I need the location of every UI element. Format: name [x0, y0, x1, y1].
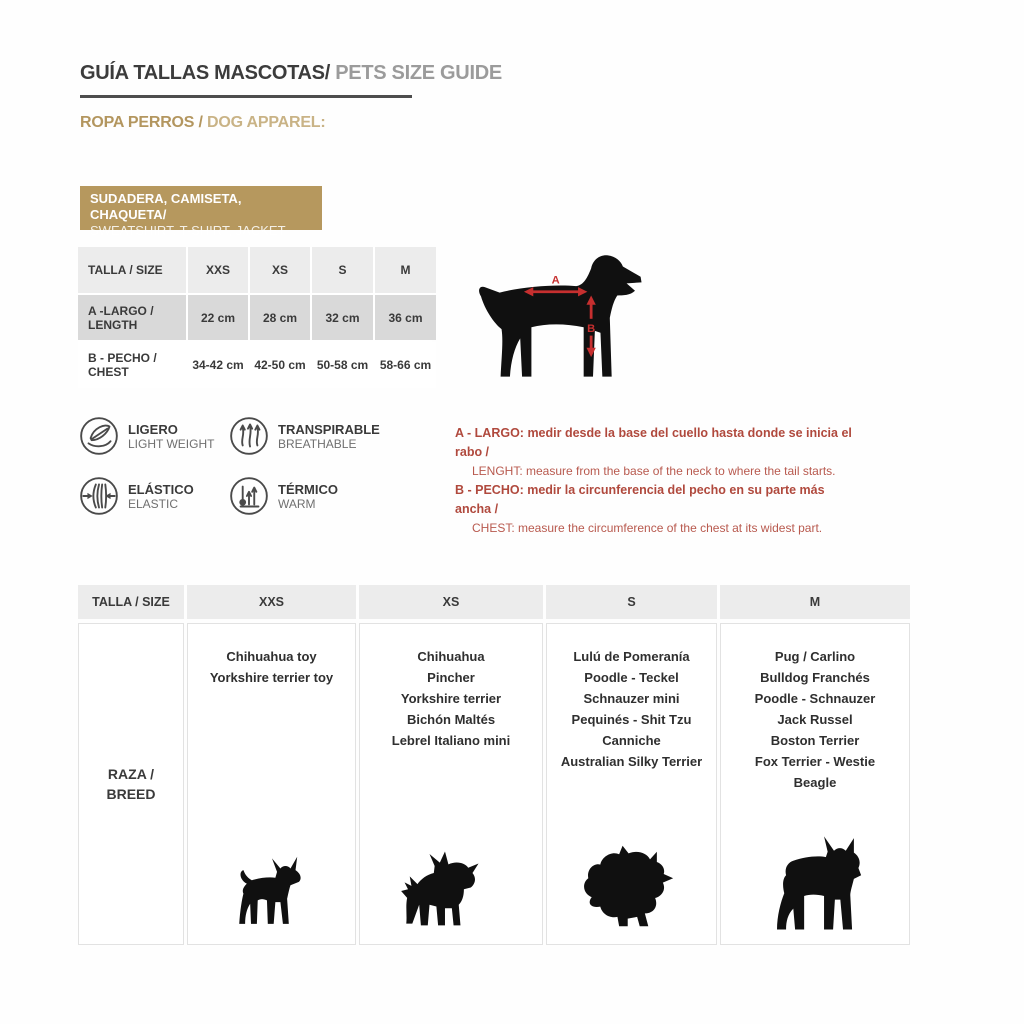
breed-name: Bulldog Franchés — [760, 670, 870, 685]
feature-breathable — [228, 406, 408, 466]
breed-name: Boston Terrier — [770, 733, 860, 748]
breed-name: Australian Silky Terrier — [560, 754, 703, 769]
breed-list-m — [755, 646, 876, 793]
breed-header-cell: M — [720, 585, 910, 619]
breed-row-label — [78, 623, 184, 945]
page-title — [80, 62, 502, 98]
breed-header-cell: TALLA / SIZE — [78, 585, 184, 619]
length-row-label: A -LARGO / LENGTH — [78, 295, 186, 340]
feature-lightweight — [78, 406, 228, 466]
chest-value: 50-58 cm — [312, 342, 373, 388]
breed-name: Chihuahua — [417, 649, 485, 664]
feature-elastic — [78, 466, 228, 526]
breed-name: Beagle — [793, 775, 837, 790]
size-table-header-cell: XS — [250, 247, 310, 293]
chest-value: 42-50 cm — [250, 342, 310, 388]
feature-name: ELÁSTICO — [128, 481, 194, 497]
feature-name: TÉRMICO — [278, 481, 338, 497]
instruction-b-english: CHEST: measure the circumference of the chest at its widest part. — [472, 521, 823, 535]
length-value: 22 cm — [188, 295, 248, 340]
subtitle-english: DOG APPAREL: — [207, 114, 326, 131]
breed-row-label-line1: RAZA / — [107, 766, 155, 782]
pomeranian-silhouette — [573, 844, 691, 934]
breed-name: Poodle - Schnauzer — [754, 691, 876, 706]
size-table-header-cell: M — [375, 247, 436, 293]
longhair-chihuahua-silhouette — [395, 848, 507, 934]
breed-list-xxs — [210, 646, 333, 688]
breed-name: Pincher — [427, 670, 475, 685]
breed-header-cell: XS — [359, 585, 543, 619]
elastic-icon — [78, 475, 120, 517]
measure-dog-diagram — [466, 246, 664, 386]
length-value: 28 cm — [250, 295, 310, 340]
breed-cell-xxs — [187, 623, 356, 945]
category-english: SWEATSHIRT, T-SHIRT, JACKET — [90, 223, 286, 238]
breed-name: Pug / Carlino — [774, 649, 856, 664]
breed-name: Chihuahua toy — [226, 649, 317, 664]
breed-table-header — [78, 585, 906, 619]
instruction-a-spanish: A - LARGO: medir desde la base del cuello hasta donde se inicia el rabo / — [455, 426, 852, 459]
breed-name: Schnauzer mini — [583, 691, 680, 706]
feature-name: LIGERO — [128, 421, 178, 437]
breathable-icon — [228, 415, 270, 457]
chihuahua-silhouette — [228, 850, 316, 934]
measuring-instructions — [455, 424, 855, 538]
feature-warm — [228, 466, 408, 526]
breed-name: Canniche — [602, 733, 661, 748]
size-table-header-cell: S — [312, 247, 373, 293]
size-table-header-cell: TALLA / SIZE — [78, 247, 186, 293]
thermometer-icon — [228, 475, 270, 517]
chest-value: 34-42 cm — [188, 342, 248, 388]
size-table — [78, 247, 432, 388]
category-banner — [80, 186, 322, 238]
chest-row-label: B - PECHO / CHEST — [78, 342, 186, 388]
breed-header-cell: XXS — [187, 585, 356, 619]
feature-subname: ELASTIC — [128, 496, 179, 511]
feature-subname: WARM — [278, 496, 316, 511]
labrador-ear — [604, 259, 619, 281]
breed-cell-s — [546, 623, 717, 945]
breed-list-s — [561, 646, 702, 772]
instruction-b-spanish: B - PECHO: medir la circunferencia del pecho en su parte más ancha / — [455, 483, 825, 516]
breed-cell-xs — [359, 623, 543, 945]
feather-icon — [78, 415, 120, 457]
breed-name: Yorkshire terrier — [400, 691, 502, 706]
breed-table-body — [78, 623, 906, 945]
feature-subname: BREATHABLE — [278, 436, 357, 451]
breed-cell-m — [720, 623, 910, 945]
title-spanish: GUÍA TALLAS MASCOTAS/ — [80, 62, 330, 84]
label-a: A — [551, 274, 560, 287]
breed-list-xs — [392, 646, 510, 751]
chest-value: 58-66 cm — [375, 342, 436, 388]
french-bulldog-silhouette — [759, 830, 871, 934]
feature-list — [78, 406, 408, 526]
breed-name: Jack Russel — [777, 712, 853, 727]
breed-name: Lulú de Pomeranía — [573, 649, 690, 664]
category-spanish: SUDADERA, CAMISETA, CHAQUETA/ — [90, 191, 242, 222]
feature-subname: LIGHT WEIGHT — [128, 436, 215, 451]
subtitle-spanish: ROPA PERROS / — [80, 114, 207, 131]
instruction-a-english: LENGHT: measure from the base of the neck to where the tail starts. — [472, 464, 836, 478]
breed-name: Fox Terrier - Westie — [754, 754, 876, 769]
breed-name: Bichón Maltés — [406, 712, 496, 727]
breed-header-cell: S — [546, 585, 717, 619]
length-value: 36 cm — [375, 295, 436, 340]
size-table-header-cell: XXS — [188, 247, 248, 293]
length-value: 32 cm — [312, 295, 373, 340]
breed-row-label-line2: BREED — [106, 786, 156, 802]
breed-name: Lebrel Italiano mini — [391, 733, 511, 748]
breed-name: Pequinés - Shit Tzu — [571, 712, 692, 727]
title-english: PETS SIZE GUIDE — [329, 62, 502, 84]
breed-name: Yorkshire terrier toy — [209, 670, 334, 685]
feature-name: TRANSPIRABLE — [278, 421, 380, 437]
label-b: B — [587, 322, 596, 335]
breed-name: Poodle - Teckel — [584, 670, 679, 685]
page-subtitle — [80, 114, 326, 132]
